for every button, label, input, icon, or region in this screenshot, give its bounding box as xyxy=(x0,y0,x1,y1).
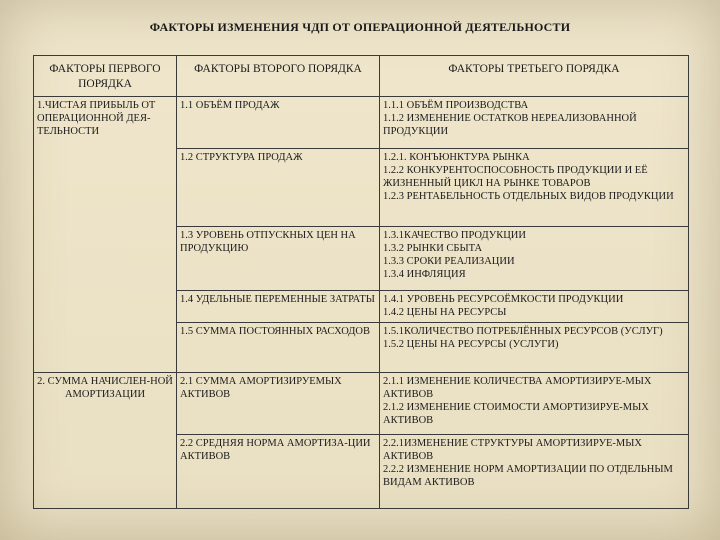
second-order-label: 2.1 СУММА АМОРТИЗИРУЕМЫХ АКТИВОВ xyxy=(180,376,342,400)
third-order-item: 2.2.2 ИЗМЕНЕНИЕ НОРМ АМОРТИЗАЦИИ ПО ОТДЕЛЬНЫМ ВИДАМ АКТИВОВ xyxy=(383,464,673,488)
third-order-item: 2.1.1 ИЗМЕНЕНИЕ КОЛИЧЕСТВА АМОРТИЗИРУЕ-МЫХ АКТИВОВ xyxy=(383,376,652,400)
second-order-cell xyxy=(177,227,380,291)
second-order-cell xyxy=(177,149,380,227)
second-order-label: 1.5 СУММА ПОСТОЯННЫХ РАСХОДОВ xyxy=(180,326,371,337)
third-order-item: 1.5.1КОЛИЧЕСТВО ПОТРЕБЛЁННЫХ РЕСУРСОВ (УСЛУГ) xyxy=(383,326,663,337)
table-row xyxy=(34,97,689,149)
second-order-cell xyxy=(177,373,380,435)
first-order-cell-1 xyxy=(34,97,177,373)
header-first-order: ФАКТОРЫ ПЕРВОГО ПОРЯДКА xyxy=(34,56,177,97)
third-order-cell xyxy=(380,97,689,149)
third-order-item: 1.2.2 КОНКУРЕНТОСПОСОБНОСТЬ ПРОДУКЦИИ И ЕЁ ЖИЗНЕННЫЙ ЦИКЛ НА РЫНКЕ ТОВАРОВ xyxy=(383,165,648,189)
third-order-cell xyxy=(380,323,689,373)
third-order-item: 1.2.1. КОНЪЮНКТУРА РЫНКА xyxy=(383,152,530,163)
third-order-cell xyxy=(380,291,689,323)
third-order-item: 1.2.3 РЕНТАБЕЛЬНОСТЬ ОТДЕЛЬНЫХ ВИДОВ ПРОДУКЦИИ xyxy=(383,191,674,202)
third-order-item: 1.3.2 РЫНКИ СБЫТА xyxy=(383,243,483,254)
third-order-item: 2.1.2 ИЗМЕНЕНИЕ СТОИМОСТИ АМОРТИЗИРУЕ-МЫХ АКТИВОВ xyxy=(383,402,649,426)
second-order-cell xyxy=(177,435,380,509)
third-order-cell xyxy=(380,149,689,227)
header-row xyxy=(34,56,689,97)
first-order-label: 1.ЧИСТАЯ ПРИБЫЛЬ ОТ ОПЕРАЦИОННОЙ ДЕЯ-ТЕЛЬНОСТИ xyxy=(37,100,156,137)
third-order-item: 1.4.1 УРОВЕНЬ РЕСУРСОЁМКОСТИ ПРОДУКЦИИ xyxy=(383,294,624,305)
third-order-item: 1.4.2 ЦЕНЫ НА РЕСУРСЫ xyxy=(383,307,507,318)
third-order-item: 2.2.1ИЗМЕНЕНИЕ СТРУКТУРЫ АМОРТИЗИРУЕ-МЫХ АКТИВОВ xyxy=(383,438,643,462)
header-second-order: ФАКТОРЫ ВТОРОГО ПОРЯДКА xyxy=(177,56,380,97)
factors-table xyxy=(33,55,689,509)
header-third-order: ФАКТОРЫ ТРЕТЬЕГО ПОРЯДКА xyxy=(380,56,689,97)
second-order-cell xyxy=(177,291,380,323)
second-order-label: 1.4 УДЕЛЬНЫЕ ПЕРЕМЕННЫЕ ЗАТРАТЫ xyxy=(180,294,375,305)
second-order-label: 1.2 СТРУКТУРА ПРОДАЖ xyxy=(180,152,303,163)
third-order-item: 1.1.1 ОБЪЁМ ПРОИЗВОДСТВА xyxy=(383,100,529,111)
third-order-item: 1.1.2 ИЗМЕНЕНИЕ ОСТАТКОВ НЕРЕАЛИЗОВАННОЙ ПРОДУКЦИИ xyxy=(383,113,637,137)
first-order-cell-2 xyxy=(34,373,177,509)
second-order-label: 2.2 СРЕДНЯЯ НОРМА АМОРТИЗА-ЦИИ АКТИВОВ xyxy=(180,438,371,462)
second-order-cell xyxy=(177,323,380,373)
third-order-item: 1.3.3 СРОКИ РЕАЛИЗАЦИИ xyxy=(383,256,515,267)
second-order-label: 1.3 УРОВЕНЬ ОТПУСКНЫХ ЦЕН НА ПРОДУКЦИЮ xyxy=(180,230,356,254)
third-order-cell xyxy=(380,373,689,435)
third-order-item: 1.3.1КАЧЕСТВО ПРОДУКЦИИ xyxy=(383,230,526,241)
third-order-cell xyxy=(380,227,689,291)
third-order-item: 1.3.4 ИНФЛЯЦИЯ xyxy=(383,269,466,280)
third-order-item: 1.5.2 ЦЕНЫ НА РЕСУРСЫ (УСЛУГИ) xyxy=(383,339,559,350)
table-row xyxy=(34,373,689,435)
third-order-cell xyxy=(380,435,689,509)
first-order-label: 2. СУММА НАЧИСЛЕН-НОЙ АМОРТИЗАЦИИ xyxy=(37,376,173,400)
second-order-cell xyxy=(177,97,380,149)
second-order-label: 1.1 ОБЪЁМ ПРОДАЖ xyxy=(180,100,280,111)
slide-title: ФАКТОРЫ ИЗМЕНЕНИЯ ЧДП ОТ ОПЕРАЦИОННОЙ ДЕЯТЕЛЬНОСТИ xyxy=(149,20,571,34)
